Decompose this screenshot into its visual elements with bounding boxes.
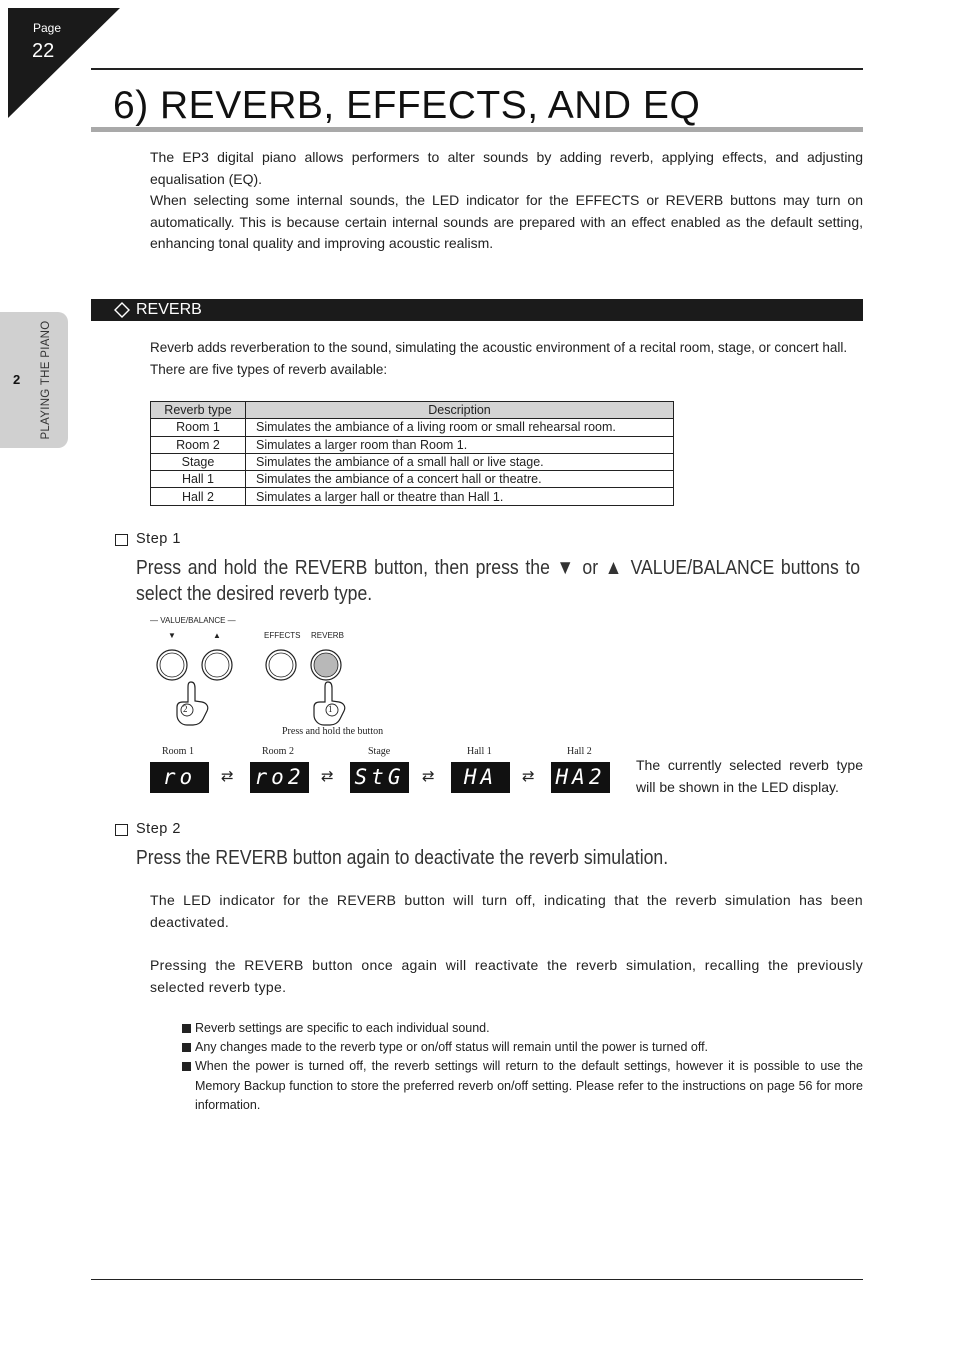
table-row — [151, 488, 674, 505]
table-header-description: Description — [246, 402, 674, 419]
reverb-description-2: There are five types of reverb available: — [150, 361, 388, 377]
step-2-label: Step 2 — [136, 821, 181, 837]
led-label-hall1: Hall 1 — [467, 746, 492, 757]
effects-label: EFFECTS — [264, 631, 301, 640]
finger-number-2: 2 — [183, 704, 188, 714]
reverb-desc-cell: Simulates the ambiance of a concert hall or theatre. — [246, 471, 674, 488]
step-2-instruction: Press the REVERB button again to deactivate the reverb simulation. — [136, 846, 669, 869]
reverb-type-cell: Hall 1 — [151, 471, 246, 488]
reverb-description — [150, 337, 863, 380]
note-text: Any changes made to the reverb type or on/off status will remain until the power is turned off. — [195, 1040, 709, 1055]
led-text: ro2 — [254, 765, 305, 789]
page-number: 22 — [32, 40, 55, 62]
square-bullet-icon — [182, 1043, 191, 1052]
step-2-paragraph-1: The LED indicator for the REVERB button will turn off, indicating that the reverb simulation has been deactivated. — [150, 892, 863, 930]
square-bullet-icon — [182, 1024, 191, 1033]
table-row — [151, 419, 674, 436]
finger-number-1: 1 — [328, 704, 333, 714]
reverb-desc-cell: Simulates a larger hall or theatre than Hall 1. — [246, 488, 674, 505]
diamond-icon — [114, 302, 130, 318]
led-display-stage — [350, 762, 409, 793]
table-row — [151, 471, 674, 488]
value-up-button[interactable] — [202, 650, 232, 680]
led-display-room1 — [150, 762, 209, 820]
step-1-label: Step 1 — [136, 531, 181, 547]
led-display-room2 — [250, 762, 309, 793]
chapter-label: PLAYING THE PIANO — [40, 320, 52, 440]
step-2-checkbox-icon — [115, 824, 128, 836]
list-item — [182, 1019, 863, 1038]
title-underline — [91, 127, 863, 132]
reverb-type-cell: Hall 2 — [151, 488, 246, 505]
list-item — [182, 1057, 863, 1115]
step-2-paragraph-2: Pressing the REVERB button once again will reactivate the reverb simulation, recalling the previously selected reverb type. — [150, 957, 863, 995]
swap-arrow-icon: ⇄ — [522, 768, 535, 785]
pointing-hand-icon-2 — [177, 682, 208, 725]
page-label: Page — [33, 21, 62, 35]
led-display-hall1 — [451, 762, 510, 820]
intro-paragraph-1: The EP3 digital piano allows performers to alter sounds by adding reverb, applying effects, and adjusting equalisation (EQ). — [150, 149, 863, 187]
reverb-type-cell: Room 1 — [151, 419, 246, 436]
table-row — [151, 453, 674, 470]
reverb-button[interactable] — [311, 650, 341, 680]
step-1-checkbox-icon — [115, 534, 128, 546]
value-down-button[interactable] — [157, 650, 187, 680]
value-balance-label: — VALUE/BALANCE — — [150, 616, 236, 625]
led-text: HA2 — [555, 765, 606, 789]
reverb-desc-cell: Simulates a larger room than Room 1. — [246, 436, 674, 453]
table-header-type: Reverb type — [151, 402, 246, 419]
chapter-side-tab — [0, 312, 68, 448]
reverb-type-table — [150, 401, 674, 506]
reverb-label: REVERB — [311, 631, 344, 640]
led-text: HA 1 — [463, 765, 498, 820]
note-text: When the power is turned off, the reverb settings will return to the default settings, however it is possible to use the Memory Backup function to store the preferred reverb on/off setting. Please refer to the instructions on page 56 for more information. — [195, 1059, 863, 1112]
value-down-arrow-icon: ▼ — [168, 631, 176, 640]
led-label-hall2: Hall 2 — [567, 746, 592, 757]
control-panel-illustration — [150, 645, 400, 730]
reverb-desc-cell: Simulates the ambiance of a small hall or live stage. — [246, 453, 674, 470]
bottom-rule — [91, 1279, 863, 1280]
intro-text — [150, 147, 863, 255]
swap-arrow-icon: ⇄ — [221, 768, 234, 785]
reverb-type-cell: Room 2 — [151, 436, 246, 453]
page-title: 6) REVERB, EFFECTS, AND EQ — [113, 84, 701, 127]
reverb-desc-cell: Simulates the ambiance of a living room or small rehearsal room. — [246, 419, 674, 436]
value-up-arrow-icon: ▲ — [213, 631, 221, 640]
reverb-description-1: Reverb adds reverberation to the sound, simulating the acoustic environment of a recital room, stage, or concert hall. — [150, 340, 848, 355]
chapter-number: 2 — [13, 372, 21, 387]
note-text: Reverb settings are specific to each individual sound. — [195, 1021, 490, 1035]
led-label-room2: Room 2 — [262, 746, 294, 757]
led-label-stage: Stage — [368, 746, 391, 757]
square-bullet-icon — [182, 1062, 191, 1071]
led-text: StG — [354, 765, 405, 789]
step-1-instruction: Press and hold the REVERB button, then press the ▼ or ▲ VALUE/BALANCE buttons to select the desired reverb type. — [136, 556, 861, 605]
swap-arrow-icon: ⇄ — [321, 768, 334, 785]
section-header-bar — [91, 299, 863, 321]
table-row — [151, 436, 674, 453]
top-rule — [91, 68, 863, 70]
list-item — [182, 1038, 863, 1057]
press-hold-caption: Press and hold the button — [282, 726, 384, 737]
reverb-type-cell: Stage — [151, 453, 246, 470]
led-text: ro 1 — [162, 765, 197, 820]
table-header-row — [151, 402, 674, 419]
led-display-note: The currently selected reverb type will be shown in the LED display. — [636, 757, 863, 795]
section-title: REVERB — [136, 301, 202, 318]
intro-paragraph-2: When selecting some internal sounds, the LED indicator for the EFFECTS or REVERB buttons may turn on automatically. This is because certain internal sounds are prepared with an effect enabled as the default setting, enhancing tonal quality and improving acoustic realism. — [150, 192, 863, 251]
effects-button[interactable] — [266, 650, 296, 680]
led-label-room1: Room 1 — [162, 746, 194, 757]
page-corner-triangle — [8, 8, 120, 118]
led-display-hall2 — [551, 762, 610, 793]
swap-arrow-icon: ⇄ — [422, 768, 435, 785]
notes-list — [182, 1019, 863, 1115]
